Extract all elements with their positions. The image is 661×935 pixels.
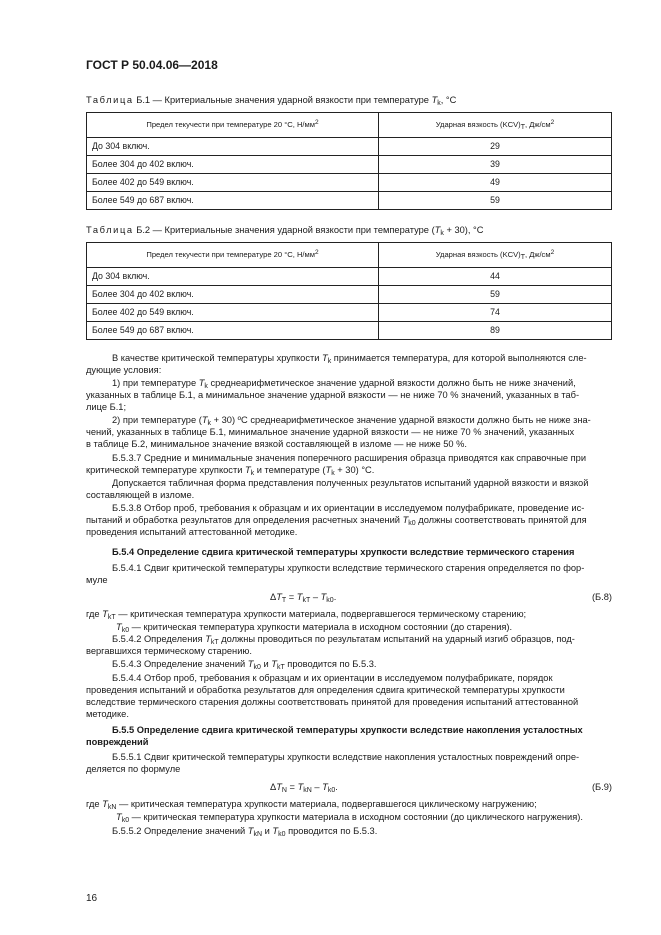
section-b538: Б.5.3.8 Отбор проб, требования к образцам и их ориентации в исследуемом полуфабрикате, проведение ис- пытаний и обработка результатов для определения расчетных значений $T_{k0}$ должны соответствовать принятой для проведения испытаний аттестованной методике. — [86, 503, 587, 538]
table-row: До 304 включ. 44 — [87, 268, 612, 286]
table-header-row — [87, 113, 612, 138]
section-b544: Б.5.4.4 Отбор проб, требования к образцам и их ориентации в исследуемом полуфабрикате, порядок проведения испытаний и обработка результатов для определения сдвига критической температуры хрупкости вследствие термического старения должны соответствовать принятой для проведения испытаний аттестованной методике. — [86, 673, 579, 720]
condition-2: 2) при температуре $(T_k + 30)$ ºС среднеарифметическое значение ударной вязкости должно быть не ниже зна- чений, указанных в таблице Б.1, минимальное значение ударной вязкости — не ниже 70 % значений, указанных в таблице Б.2, минимальное значение вязкой составляющей в изломе — не ниже 50 %. — [86, 415, 591, 450]
page-number: 16 — [86, 893, 98, 904]
section-b541: Б.5.4.1 Сдвиг критической температуры хрупкости вследствие термического старения определяется по фор- муле — [86, 563, 585, 586]
formula-b8: $\Delta T_T = T_{kT} - T_{k0}$. — [270, 592, 337, 604]
heading-b55: Б.5.5 Определение сдвига критической температуры хрупкости вследствие накопления усталостных повреждений — [86, 725, 583, 748]
header-col-impact: Ударная вязкость $(KCV)_T$, $Дж/см^2$ — [379, 113, 612, 138]
where-ktt: где $T_{kT}$ — критическая температура хрупкости материала, подвергавшегося термическому старению; — [86, 609, 527, 621]
heading-b54: Б.5.4 Определение сдвига критической температуры хрупкости вследствие термического старения — [112, 547, 575, 557]
condition-1: 1) при температуре $T_k$ среднеарифметическое значение ударной вязкости должно быть не ниже значений, указанных в таблице Б.1, а минимальное значение ударной вязкости — не ниже 70 % значений, указанных в таб- лице Б.1; — [86, 378, 580, 413]
table-row: Более 304 до 402 включ. 39 — [87, 156, 612, 174]
section-b551: Б.5.5.1 Сдвиг критической температуры хрупкости вследствие накопления усталостных повреждений опре- деляется по формуле — [86, 752, 580, 775]
table-row: Более 304 до 402 включ. 59 — [87, 286, 612, 304]
document-code: ГОСТ Р 50.04.06—2018 — [86, 58, 218, 72]
section-b542: Б.5.4.2 Определения $T_{kT}$ должны проводиться по результатам испытаний на ударный изгиб образцов, под- вергавшихся термическому старению. — [86, 634, 575, 657]
table1 — [86, 112, 612, 210]
section-b537: Б.5.3.7 Средние и минимальные значения поперечного расширения образца приводятся как справочные при критической температуре хрупкости $T_k$ и температуре $(T_k + 30)$ °С. — [86, 453, 587, 478]
table-row: Более 402 до 549 включ. 74 — [87, 304, 612, 322]
paragraph-criteria-intro: В качестве критической температуры хрупкости $T_k$ принимается температура, для которой выполняются сле- дующие условия: — [86, 353, 587, 376]
paragraph-table-form: Допускается табличная форма представления полученных результатов испытаний ударной вязкости и вязкой составляющей в изломе. — [86, 478, 589, 501]
table-row: Более 549 до 687 включ. 89 — [87, 322, 612, 340]
formula-number-b8: (Б.8) — [591, 592, 612, 602]
table-header-row — [87, 243, 612, 268]
header-col-yield: Предел текучести при температуре 20 °С, $Н/мм^2$ — [87, 243, 379, 268]
table-row: Более 402 до 549 включ. 49 — [87, 174, 612, 192]
table-row: До 304 включ. 29 — [87, 138, 612, 156]
where-kn: где $T_{kN}$ — критическая температура хрупкости материала, подвергавшегося циклическому нагружению; — [86, 799, 537, 811]
header-col-yield: Предел текучести при температуре 20 °С, $Н/мм^2$ — [87, 113, 379, 138]
formula-b9: $\Delta T_N = T_{kN} - T_{k0}$. — [270, 782, 338, 794]
section-b552: Б.5.5.2 Определение значений $T_{kN}$ и $T_{k0}$ проводится по Б.5.3. — [112, 826, 378, 838]
table2 — [86, 242, 612, 340]
formula-number-b9: (Б.9) — [591, 782, 612, 792]
header-col-impact: Ударная вязкость $(KCV)_T$, $Дж/см^2$ — [379, 243, 612, 268]
where-k0: $T_{k0}$ — критическая температура хрупкости материала в исходном состоянии (до старения). — [116, 622, 513, 634]
table2-caption: Таблица Б.2 — Критериальные значения ударной вязкости при температуре $(T_k + 30)$, °C — [86, 225, 484, 237]
table-row: Более 549 до 687 включ. 59 — [87, 192, 612, 210]
section-b543: Б.5.4.3 Определение значений $T_{k0}$ и $T_{kT}$ проводится по Б.5.3. — [112, 659, 377, 671]
where-k0-cyclic: $T_{k0}$ — критическая температура хрупкости материала в исходном состоянии (до циклического нагружения). — [116, 812, 583, 824]
table1-caption: Таблица Б.1 — Критериальные значения ударной вязкости при температуре $T_k$, °C — [86, 95, 457, 107]
